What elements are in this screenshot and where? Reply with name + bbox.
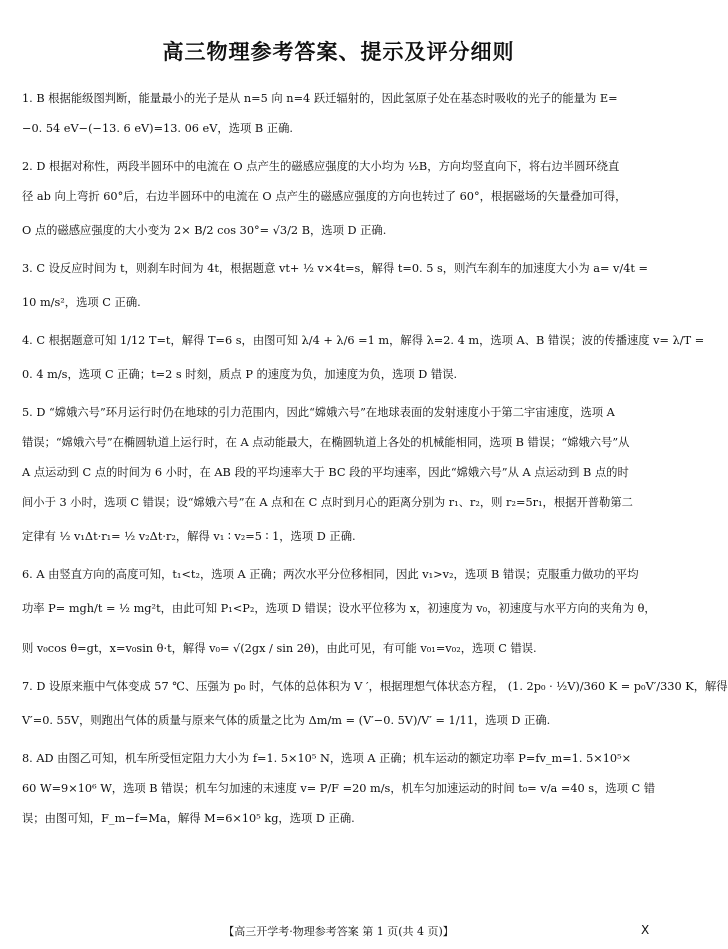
answer-line: O 点的磁感应强度的大小变为 2× B/2 cos 30°= √3/2 B，选项 D 正确. — [22, 224, 387, 237]
answer-list — [22, 90, 728, 848]
answer-line: 径 ab 向上弯折 60°后，右边半圆环中的电流在 O 点产生的磁感应强度的方向也转过了 60°，根据磁场的矢量叠加可得， — [22, 190, 627, 203]
answer-line: −0. 54 eV−(−13. 6 eV)=13. 06 eV，选项 B 正确. — [22, 122, 293, 135]
answer-line: 功率 P= mgh/t = ½ mg²t，由此可知 P₁<P₂，选项 D 错误；设水平位移为 x，初速度为 v₀，初速度与水平方向的夹角为 θ， — [22, 602, 656, 615]
answer-line: 10 m/s²，选项 C 正确. — [22, 296, 141, 309]
answer-item-7 — [22, 678, 728, 730]
answer-line: 定律有 ½ v₁Δt·r₁= ½ v₂Δt·r₂，解得 v₁ ∶ v₂=5 ∶ 1，选项 D 正确. — [22, 530, 356, 543]
answer-item-4 — [22, 332, 705, 384]
answer-item-6 — [22, 566, 655, 658]
answer-line: 1. B 根据能级图判断，能量最小的光子是从 n=5 向 n=4 跃迁辐射的，因此氢原子处在基态时吸收的光子的能量为 E= — [22, 92, 618, 105]
answer-line: 2. D 根据对称性，两段半圆环中的电流在 O 点产生的磁感应强度的大小均为 ½B，方向均竖直向下，将右边半圆环绕直 — [22, 160, 620, 173]
answer-line: 则 v₀cos θ=gt，x=v₀sin θ·t，解得 v₀= √(2gx / sin 2θ)，由此可见，有可能 v₀₁=v₀₂，选项 C 错误. — [22, 642, 537, 655]
answer-line: 4. C 根据题意可知 1/12 T=t，解得 T=6 s，由图可知 λ/4 + λ/6 =1 m，解得 λ=2. 4 m，选项 A、B 错误；波的传播速度 v= λ/T = — [22, 334, 705, 347]
answer-line: 60 W=9×10⁶ W，选项 B 错误；机车匀加速的末速度 v= P/F =20 m/s，机车匀加速运动的时间 t₀= v/a =40 s，选项 C 错 — [22, 782, 656, 795]
answer-line: 错误；“嫦娥六号”在椭圆轨道上运行时，在 A 点动能最大，在椭圆轨道上各处的机械能相同，选项 B 错误；“嫦娥六号”从 — [22, 436, 630, 449]
answer-item-5 — [22, 404, 655, 546]
answer-line: V′=0. 55V，则跑出气体的质量与原来气体的质量之比为 Δm/m = (V′−0. 5V)/V′ = 1/11，选项 D 正确. — [22, 714, 551, 727]
footer-mark: X — [641, 923, 650, 937]
answer-line: 间小于 3 小时，选项 C 错误；设“嫦娥六号”在 A 点和在 C 点时到月心的距离分别为 r₁、r₂，则 r₂=5r₁，根据开普勒第二 — [22, 496, 633, 509]
answer-item-3 — [22, 260, 655, 312]
answer-line: 0. 4 m/s，选项 C 正确；t=2 s 时刻，质点 P 的速度为负，加速度为负，选项 D 错误. — [22, 368, 458, 381]
answer-line: 7. D 设原来瓶中气体变成 57 ℃、压强为 p₀ 时，气体的总体积为 V ′，根据理想气体状态方程， (1. 2p₀ · ½V)/360 K = p₀V′/330 K，解得 — [22, 680, 728, 693]
answer-line: 3. C 设反应时间为 t，则刹车时间为 4t，根据题意 vt+ ½ v×4t=s，解得 t=0. 5 s，则汽车刹车的加速度大小为 a= v/4t = — [22, 262, 648, 275]
answer-line: 5. D “嫦娥六号”环月运行时仍在地球的引力范围内，因此“嫦娥六号”在地球表面的发射速度小于第二宇宙速度，选项 A — [22, 406, 615, 419]
page-footer: 【高三开学考·物理参考答案 第 1 页(共 4 页)】 — [223, 925, 454, 938]
answer-item-1 — [22, 90, 655, 138]
answer-line: 6. A 由竖直方向的高度可知，t₁<t₂，选项 A 正确；两次水平分位移相同，因此 v₁>v₂，选项 B 错误；克服重力做功的平均 — [22, 568, 639, 581]
answer-line: 误；由图可知，F_m−f=Ma，解得 M=6×10⁵ kg，选项 D 正确. — [22, 812, 355, 825]
answer-line: A 点运动到 C 点的时间为 6 小时，在 AB 段的平均速率大于 BC 段的平均速率，因此“嫦娥六号”从 A 点运动到 B 点的时 — [22, 466, 629, 479]
answer-item-8 — [22, 750, 655, 828]
page-title: 高三物理参考答案、提示及评分细则 — [162, 40, 515, 64]
answer-item-2 — [22, 158, 655, 240]
answer-line: 8. AD 由图乙可知，机车所受恒定阻力大小为 f=1. 5×10⁵ N，选项 A 正确；机车运动的额定功率 P=fv_m=1. 5×10⁵× — [22, 752, 632, 765]
